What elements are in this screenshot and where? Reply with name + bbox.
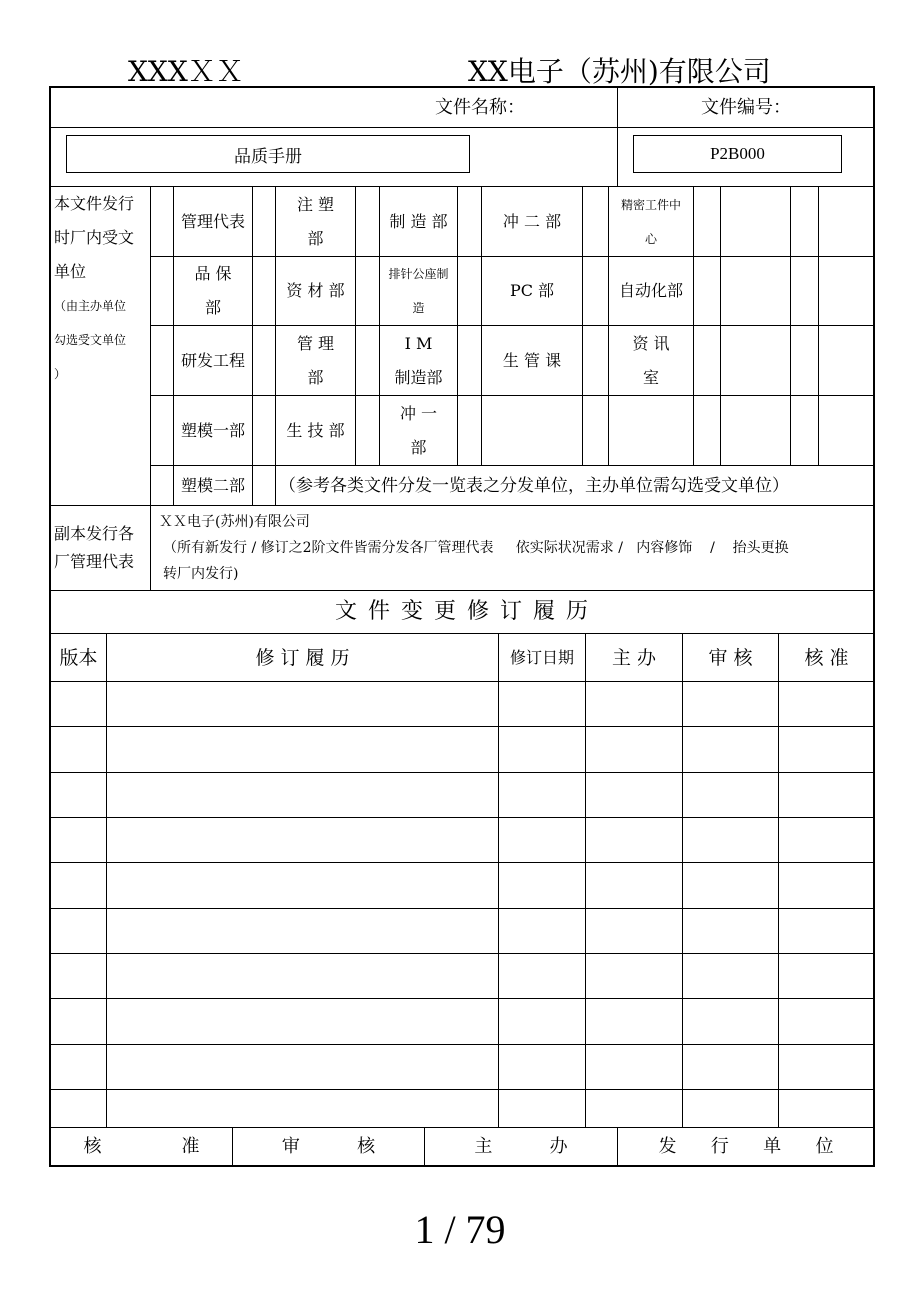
revision-title: 文 件 变 更 修 订 履 历 [50,590,875,634]
revision-cell[interactable] [682,817,779,863]
copy-content [150,505,875,591]
unit-name: 管理代表 [173,186,253,257]
unit-name: 资 材 部 [275,256,356,326]
footer-sign-cell: 审 核 [232,1127,425,1166]
unit-checkbox[interactable] [355,395,380,466]
revision-cell[interactable] [682,862,779,909]
unit-checkbox[interactable] [150,325,174,396]
unit-name [720,256,791,326]
unit-name: 品 保 部 [173,256,253,326]
revision-cell[interactable] [585,862,683,909]
revision-cell[interactable] [682,1044,779,1090]
unit-checkbox[interactable] [457,186,482,257]
unit-name [818,325,875,396]
unit-checkbox[interactable] [790,395,819,466]
distribution-note: （参考各类文件分发一览表之分发单位，主办单位需勾选受文单位） [275,465,875,506]
unit-checkbox[interactable] [252,325,276,396]
revision-cell[interactable] [50,726,107,773]
revision-cell[interactable] [682,953,779,999]
revision-cell[interactable] [498,908,586,954]
revision-column-header: 主 办 [585,633,683,682]
revision-cell[interactable] [585,1044,683,1090]
revision-cell[interactable] [585,998,683,1045]
unit-checkbox[interactable] [582,395,609,466]
revision-cell[interactable] [778,726,875,773]
unit-name [720,325,791,396]
copy-line2: （所有新发行 / 修订之2阶文件皆需分发各厂管理代表 依实际状况需求 / 内容修饰 / 抬头更换 [163,540,789,556]
unit-checkbox[interactable] [150,395,174,466]
revision-cell[interactable] [498,817,586,863]
unit-name [818,395,875,466]
revision-cell[interactable] [585,953,683,999]
revision-cell[interactable] [50,998,107,1045]
revision-cell[interactable] [106,953,499,999]
revision-cell[interactable] [106,817,499,863]
revision-cell[interactable] [106,681,499,727]
revision-cell[interactable] [106,862,499,909]
unit-checkbox[interactable] [150,256,174,326]
revision-cell[interactable] [106,1089,499,1128]
unit-checkbox[interactable] [457,256,482,326]
unit-name: 生 管 课 [481,325,583,396]
unit-checkbox[interactable] [582,186,609,257]
unit-name: 注 塑 部 [275,186,356,257]
distribution-label-cell [50,186,151,506]
footer-sign-cell: 核 准 [50,1127,233,1166]
unit-name: 资 讯 室 [608,325,694,396]
unit-name: 制 造 部 [379,186,458,257]
revision-cell[interactable] [498,726,586,773]
unit-checkbox[interactable] [355,256,380,326]
unit-checkbox[interactable] [457,395,482,466]
unit-name: 生 技 部 [275,395,356,466]
revision-cell[interactable] [498,1044,586,1090]
revision-cell[interactable] [50,681,107,727]
revision-cell[interactable] [585,772,683,818]
footer-sign-cell: 发 行 单 位 [617,1127,875,1166]
revision-column-header: 审 核 [682,633,779,682]
revision-cell[interactable] [106,726,499,773]
revision-cell[interactable] [50,862,107,909]
revision-column-header: 版本 [50,633,107,682]
unit-name: 冲 一 部 [379,395,458,466]
unit-name [608,395,694,466]
copy-line3: 转厂内发行) [163,566,239,582]
revision-cell[interactable] [682,998,779,1045]
distribution-label-note: （由主办单位 勾选受文单位 ） [54,299,127,381]
revision-column-header: 核 准 [778,633,875,682]
revision-cell[interactable] [50,772,107,818]
revision-cell[interactable] [498,862,586,909]
revision-cell[interactable] [50,953,107,999]
unit-checkbox[interactable] [582,256,609,326]
revision-cell[interactable] [50,908,107,954]
unit-checkbox[interactable] [252,465,276,506]
distribution-label: 本文件发行 时厂内受文 单位 [54,194,135,281]
revision-cell[interactable] [585,1089,683,1128]
revision-cell[interactable] [498,1089,586,1128]
doc-number-label: 文件编号： [617,87,875,128]
unit-checkbox[interactable] [582,325,609,396]
revision-cell[interactable] [585,726,683,773]
revision-cell[interactable] [778,1089,875,1128]
revision-cell[interactable] [778,1044,875,1090]
revision-cell[interactable] [585,681,683,727]
revision-cell[interactable] [682,726,779,773]
unit-name: PC 部 [481,256,583,326]
unit-name: 塑模二部 [173,465,253,506]
revision-cell[interactable] [778,817,875,863]
unit-checkbox[interactable] [790,325,819,396]
revision-cell[interactable] [778,862,875,909]
unit-name: 自动化部 [608,256,694,326]
unit-name: 研发工程 [173,325,253,396]
revision-column-header: 修订日期 [498,633,586,682]
unit-name [720,186,791,257]
revision-cell[interactable] [106,1044,499,1090]
revision-cell[interactable] [778,998,875,1045]
unit-checkbox[interactable] [693,325,721,396]
revision-cell[interactable] [106,908,499,954]
revision-cell[interactable] [498,681,586,727]
revision-cell[interactable] [778,681,875,727]
revision-cell[interactable] [498,772,586,818]
unit-name: 精密工件中 心 [608,186,694,257]
revision-cell[interactable] [50,1044,107,1090]
doc-number-value[interactable]: P2B000 [633,135,842,173]
copy-label: 副本发行各 厂管理代表 [50,505,151,591]
footer-sign-cell: 主 办 [424,1127,618,1166]
revision-cell[interactable] [778,908,875,954]
revision-cell[interactable] [682,681,779,727]
company-name: XX电子（苏州)有限公司 [468,55,771,88]
unit-checkbox[interactable] [252,256,276,326]
header-left-title: XXXＸＸ [128,55,244,88]
unit-checkbox[interactable] [355,325,380,396]
revision-cell[interactable] [778,772,875,818]
doc-name-value[interactable]: 品质手册 [66,135,470,173]
revision-cell[interactable] [682,772,779,818]
unit-name [481,395,583,466]
unit-name [818,256,875,326]
unit-name: 排针公座制 造 [379,256,458,326]
doc-name-label: 文件名称： [50,87,618,128]
unit-checkbox[interactable] [790,256,819,326]
unit-checkbox[interactable] [693,186,721,257]
unit-name: 塑模一部 [173,395,253,466]
unit-name [720,395,791,466]
unit-checkbox[interactable] [457,325,482,396]
revision-cell[interactable] [498,998,586,1045]
page-number: 1 / 79 [414,1207,506,1252]
unit-checkbox[interactable] [693,395,721,466]
revision-cell[interactable] [585,817,683,863]
unit-checkbox[interactable] [252,186,276,257]
revision-cell[interactable] [50,817,107,863]
unit-checkbox[interactable] [355,186,380,257]
unit-name: 冲 二 部 [481,186,583,257]
unit-checkbox[interactable] [693,256,721,326]
revision-cell[interactable] [106,772,499,818]
unit-name: I M 制造部 [379,325,458,396]
unit-name: 管 理 部 [275,325,356,396]
unit-checkbox[interactable] [150,186,174,257]
revision-cell[interactable] [682,908,779,954]
copy-line1: ＸＸ电子(苏州)有限公司 [159,514,310,530]
revision-column-header: 修 订 履 历 [106,633,499,682]
revision-cell[interactable] [106,998,499,1045]
revision-cell[interactable] [778,953,875,999]
unit-name [818,186,875,257]
unit-checkbox[interactable] [252,395,276,466]
revision-cell[interactable] [50,1089,107,1128]
revision-cell[interactable] [585,908,683,954]
revision-cell[interactable] [498,953,586,999]
unit-checkbox[interactable] [790,186,819,257]
revision-cell[interactable] [682,1089,779,1128]
unit-checkbox[interactable] [150,465,174,506]
